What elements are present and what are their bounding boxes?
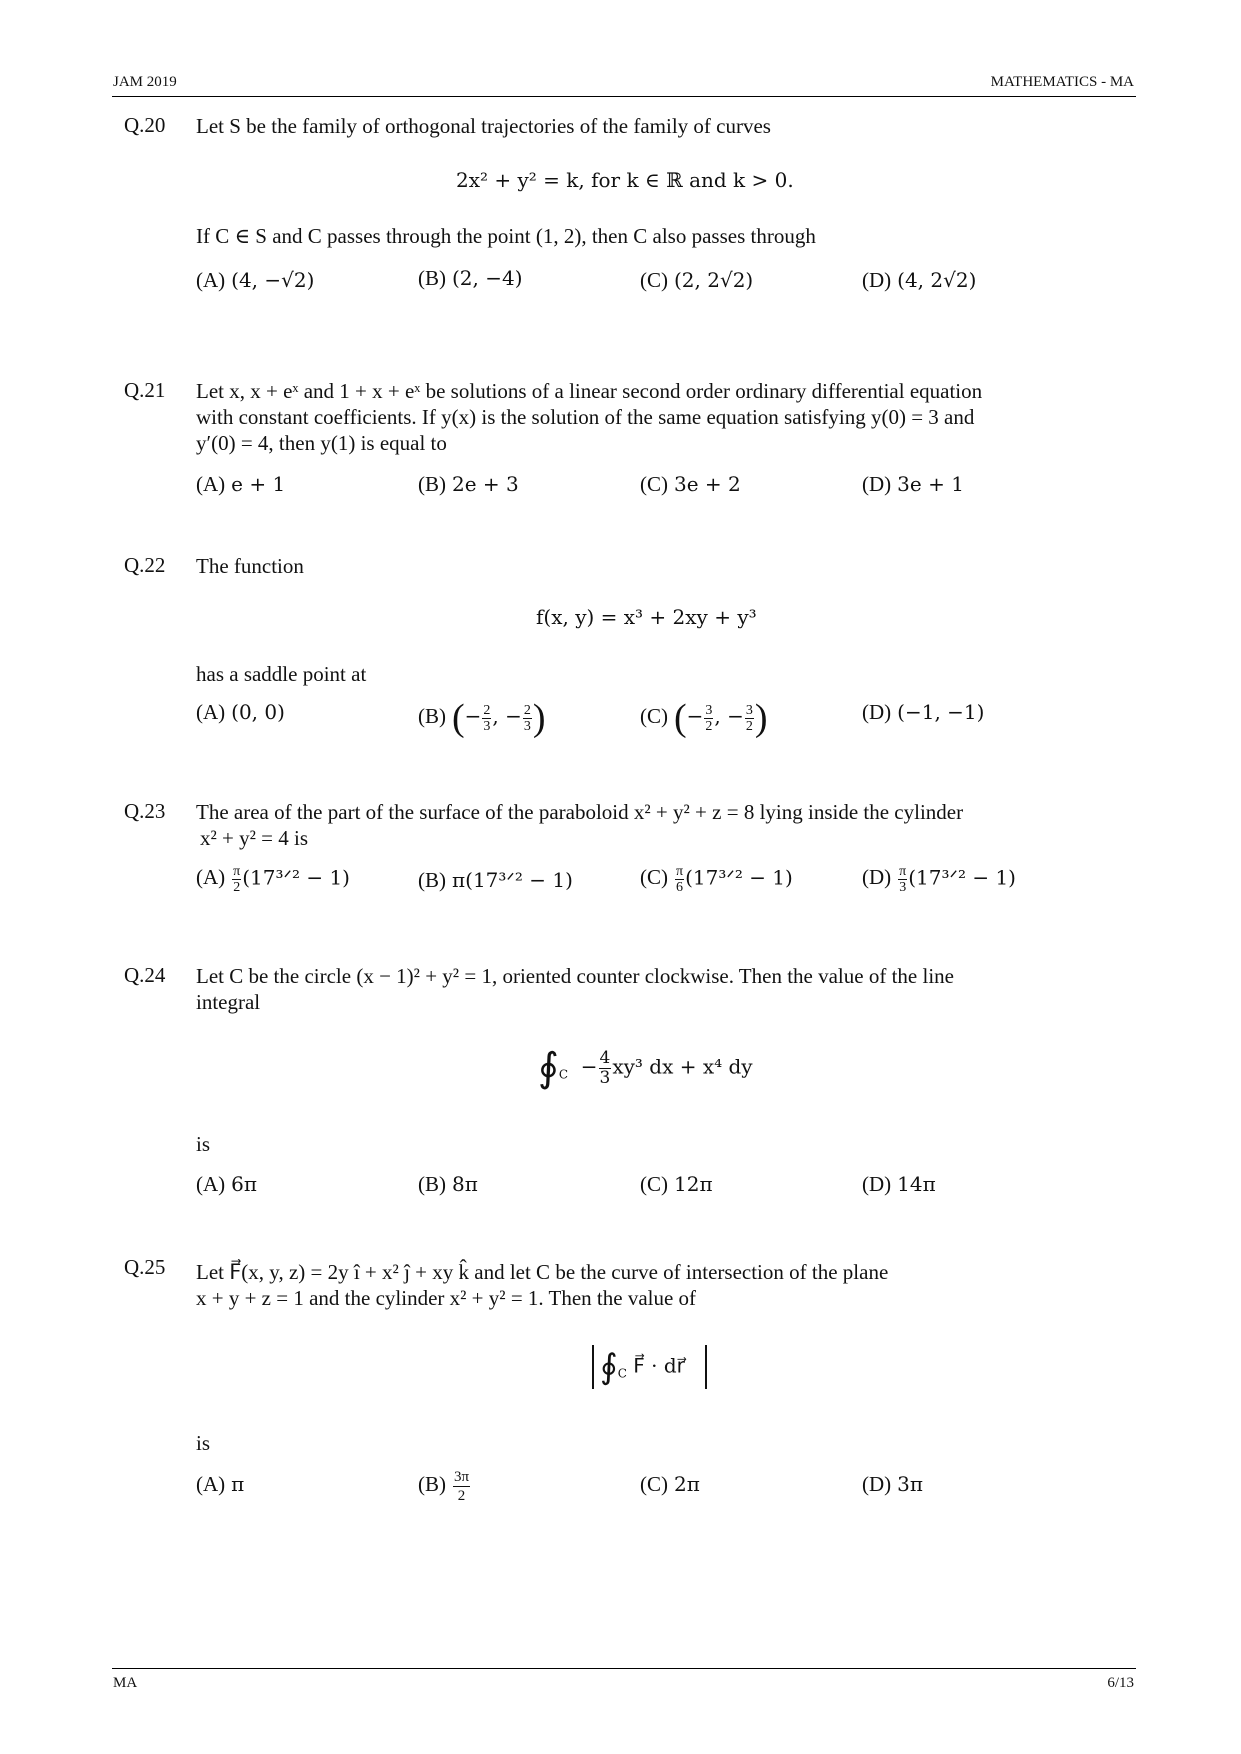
- q21-line3: y′(0) = 4, then y(1) is equal to: [196, 431, 447, 455]
- q21-line2: with constant coefficients. If y(x) is the solution of the same equation satisfying y(0) = 3 and: [196, 405, 975, 429]
- q20-equation: 2x² + y² = k, for k ∈ ℝ and k > 0.: [456, 168, 794, 192]
- q22-number: Q.22: [124, 553, 166, 577]
- q24-option-a: (A) 6π: [196, 1172, 258, 1196]
- q22-option-c: (C) (− $\frac{3}{2}$ , − $\frac{3}{2}$ ): [640, 697, 768, 739]
- q25-line1: Let F⃗(x, y, z) = 2y î + x² ĵ + xy k̂ and let C be the curve of intersection of the plane: [196, 1260, 889, 1284]
- q20-option-a: (A) (4, −√2): [196, 268, 315, 292]
- q25-option-d: (D) 3π: [862, 1472, 924, 1496]
- q22-text: The function: [196, 554, 304, 578]
- q25-line2: x + y + z = 1 and the cylinder x² + y² = 1. Then the value of: [196, 1286, 697, 1310]
- q25-option-c: (C) 2π: [640, 1472, 700, 1496]
- q21-option-b: (B) 2e + 3: [418, 472, 519, 496]
- q25-number: Q.25: [124, 1255, 166, 1279]
- q20-option-d: (D) (4, 2√2): [862, 268, 977, 292]
- q24-option-c: (C) 12π: [640, 1172, 713, 1196]
- q25-option-b: (B) $\frac{3\pi}{2}$: [418, 1469, 470, 1504]
- q20-text2: If C ∈ S and C passes through the point (1, 2), then C also passes through: [196, 224, 816, 248]
- q23-option-c: (C) $\frac{\pi}{6}$ (17³ᐟ² − 1): [640, 864, 793, 895]
- q24-option-d: (D) 14π: [862, 1172, 936, 1196]
- page-number: 6/13: [1107, 1675, 1134, 1691]
- footer-left: MA: [113, 1675, 138, 1691]
- header-right: MATHEMATICS - MA: [990, 74, 1134, 90]
- contour-integral-icon: ∮: [538, 1045, 559, 1091]
- contour-integral-icon: ∮: [600, 1347, 618, 1387]
- q20-number: Q.20: [124, 113, 166, 137]
- header-rule: [112, 96, 1136, 97]
- q23-option-b: (B) π(17³ᐟ² − 1): [418, 868, 573, 892]
- q24-option-b: (B) 8π: [418, 1172, 478, 1196]
- q22-equation: f(x, y) = x³ + 2xy + y³: [536, 605, 757, 629]
- q21-option-a: (A) e + 1: [196, 472, 286, 496]
- q24-number: Q.24: [124, 963, 166, 987]
- q23-line2: x² + y² = 4 is: [200, 826, 309, 850]
- q25-option-a: (A) π: [196, 1472, 245, 1496]
- q21-number: Q.21: [124, 378, 166, 402]
- q21-line1: Let x, x + eˣ and 1 + x + eˣ be solutions of a linear second order ordinary differential equation: [196, 379, 983, 403]
- q23-line1: The area of the part of the surface of the paraboloid x² + y² + z = 8 lying inside the cylinder: [196, 800, 964, 824]
- q24-line1: Let C be the circle (x − 1)² + y² = 1, oriented counter clockwise. Then the value of the line: [196, 964, 954, 988]
- footer-rule: [112, 1668, 1136, 1669]
- q20-option-c: (C) (2, 2√2): [640, 268, 754, 292]
- q22-option-b: (B) (− $\frac{2}{3}$ , − $\frac{2}{3}$ ): [418, 697, 546, 739]
- q24-text2: is: [196, 1132, 211, 1156]
- q22-option-d: (D) (−1, −1): [862, 700, 985, 724]
- q24-line2: integral: [196, 990, 261, 1014]
- q22-text2: has a saddle point at: [196, 662, 367, 686]
- q23-option-d: (D) $\frac{\pi}{3}$ (17³ᐟ² − 1): [862, 864, 1016, 895]
- q23-option-a: (A) $\frac{\pi}{2}$ (17³ᐟ² − 1): [196, 864, 350, 895]
- q25-integral: $∮_C$ F⃗ · dr⃗: [592, 1345, 707, 1389]
- q22-option-a: (A) (0, 0): [196, 700, 285, 724]
- header-left: JAM 2019: [113, 74, 177, 90]
- q20-option-b: (B) (2, −4): [418, 266, 523, 290]
- q21-option-c: (C) 3e + 2: [640, 472, 741, 496]
- q21-option-d: (D) 3e + 1: [862, 472, 964, 496]
- q24-integral: $∮_C$ − $\frac{4}{3}$ xy³ dx + x⁴ dy: [538, 1045, 753, 1091]
- q25-text2: is: [196, 1431, 211, 1455]
- q20-text: Let S be the family of orthogonal trajectories of the family of curves: [196, 114, 771, 138]
- q23-number: Q.23: [124, 799, 166, 823]
